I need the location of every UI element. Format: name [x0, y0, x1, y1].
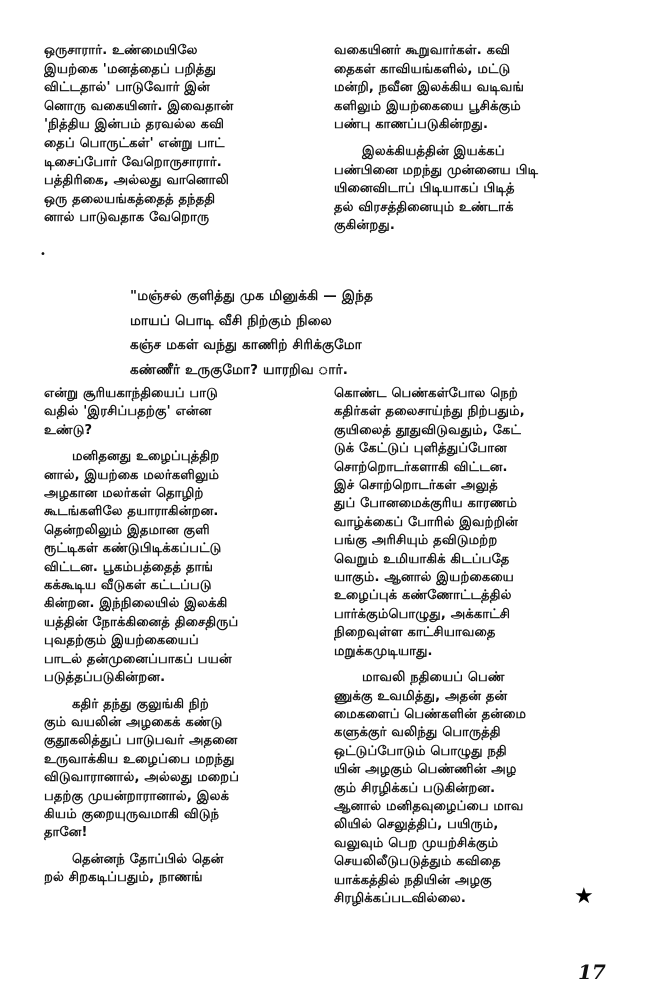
paragraph — [334, 669, 610, 908]
text-line: கக்கூடிய வீடுகள் கட்டப்படு — [44, 578, 212, 594]
text-line: யாக்கத்தில் நதியின் அழகு — [334, 872, 492, 888]
text-line: களுக்குர் வலிந்து பொருத்தி — [334, 725, 501, 741]
text-line: ணுக்கு உவமித்து, அதன் தன் — [334, 688, 508, 704]
text-line: பண்பினை மறந்து முன்னைய பிடி — [334, 162, 539, 178]
text-line: பதற்கு முயன்றாரானால், இலக் — [44, 788, 230, 804]
text-line: னொரு வகையினர். இவைதான் — [44, 98, 234, 114]
text-line: தல் விரசத்தினையும் உண்டாக் — [334, 199, 514, 215]
text-line: கூடங்களிலே தயாராகின்றன. — [44, 504, 219, 520]
paragraph — [44, 851, 312, 888]
text-line: டுக் கேட்டுப் புளித்துப்போன — [334, 441, 507, 457]
text-line: புவதற்கும் இயற்கையைப் — [44, 633, 199, 649]
text-line: செயலிலீடுபடுத்தும் கவிதை — [334, 854, 501, 870]
paragraph — [334, 42, 610, 135]
text-line: உருவாக்கிய உழைப்பை மறந்து — [44, 751, 235, 767]
text-line: தென்னந் தோப்பில் தென் — [72, 851, 224, 867]
text-line: விட்டதால்' பாடுவோர் இன் — [44, 80, 210, 96]
text-line: உழைப்புக் கண்ணோட்டத்தில் — [334, 588, 512, 604]
text-line: இலக்கியத்தின் இயக்கப் — [362, 143, 505, 159]
print-mark: • — [40, 249, 46, 260]
text-line: ரூட்டிகள் கண்டுபிடிக்கப்பட்டு — [44, 541, 222, 557]
text-line: குகின்றது. — [334, 218, 395, 234]
bottom-left-column — [44, 385, 312, 896]
text-line: ஆனால் மனிதவுழைப்பை மாவ — [334, 798, 524, 814]
text-line: மைகளைப் பெண்களின் தன்மை — [334, 706, 527, 722]
text-line: பங்கு அரிசியும் தவிடுமற்ற — [334, 533, 498, 549]
text-line: பண்பு காணப்படுகின்றது. — [334, 117, 489, 133]
end-star-icon: ★ — [574, 884, 594, 909]
text-line: இயற்கை 'மனத்தைப் பறித்து — [44, 61, 217, 77]
text-line: பார்க்கும்பொழுது, அக்காட்சி — [334, 606, 511, 622]
text-line: யின் அழகும் பெண்ணின் அழ — [334, 762, 517, 778]
text-line: வதில் 'இரசிப்பதற்கு' என்ன — [44, 404, 212, 420]
poem-line: கஞ்ச மகள் வந்து காணிற் சிரிக்குமோ — [130, 337, 362, 353]
text-line: வகையினர் கூறுவார்கள். கவி — [334, 43, 511, 58]
text-line: படுத்தப்படுகின்றன. — [44, 670, 166, 686]
text-line: னால், இயற்கை மலர்களிலும் — [44, 467, 220, 483]
page-number: 17 — [578, 960, 606, 984]
text-line: வலுவும் பெற முயற்சிக்கும் — [334, 835, 499, 851]
text-line: யத்தின் நோக்கினைத் திசைதிருப் — [44, 614, 239, 630]
paragraph — [44, 696, 312, 843]
top-right-column — [334, 42, 610, 244]
paragraph — [334, 143, 610, 236]
text-line: துப் போனமைக்குரிய காரணம் — [334, 496, 518, 512]
text-line: மன்றி, நவீன இலக்கிய வடிவங் — [334, 80, 525, 96]
text-line: மாவலி நதியைப் பெண் — [362, 670, 505, 686]
text-line: லியில் செலுத்திப், பயிரும், — [334, 817, 499, 833]
text-line: 'நித்திய இன்பம் தரவல்ல கவி — [44, 117, 225, 133]
text-line: றல் சிறகடிப்பதும், நாணங் — [44, 870, 203, 886]
text-line: வெறும் உமியாகிக் கிடப்பதே — [334, 551, 510, 567]
text-line: பத்திரிகை, அல்லது வானொலி — [44, 173, 230, 189]
paragraph — [44, 42, 312, 228]
text-line: யினைவிடாப் பிடியாகப் பிடித் — [334, 181, 515, 197]
bottom-right-column — [334, 385, 610, 916]
top-left-column — [44, 42, 312, 236]
text-line: டிசைப்போர் வேறொருசாரார். — [44, 154, 222, 170]
text-line: உண்டு? — [44, 422, 93, 438]
text-line: விட்டன. பூகம்பத்தைத் தாங் — [44, 559, 214, 575]
text-line: மனிதனது உழைப்புத்திற — [72, 449, 220, 465]
paragraph — [44, 385, 312, 440]
text-line: கும் சிரழிக்கப் படுகின்றன. — [334, 780, 496, 796]
text-line: கும் வயலின் அழகைக் கண்டு — [44, 714, 223, 730]
text-line: தைகள் காவியங்களில், மட்டு — [334, 61, 511, 77]
poem-quote — [130, 284, 550, 382]
text-line: தென்றலிலும் இதமான குளி — [44, 522, 210, 538]
text-line: மறுக்கமுடியாது. — [334, 643, 433, 659]
text-line: னால் பாடுவதாக வேறொரு — [44, 210, 210, 226]
text-line: வாழ்க்கைப் போரில் இவற்றின் — [334, 514, 518, 530]
text-line: சொற்றொடர்களாகி விட்டன. — [334, 459, 508, 475]
text-line: கதிர்கள் தலைசாய்ந்து நிற்பதும், — [334, 404, 525, 420]
text-line: நிறைவுள்ள காட்சியாவதை — [334, 625, 496, 641]
text-line: விடுவாரானால், அல்லது மறைப் — [44, 770, 240, 786]
text-line: கதிர் தந்து குலுங்கி நிற் — [72, 696, 209, 712]
text-line: என்று சூரியகாந்தியைப் பாடு — [44, 386, 218, 401]
text-line: பாடல் தன்முனைப்பாகப் பயன் — [44, 651, 232, 667]
text-line: கொண்ட பெண்கள்போல நெற் — [334, 386, 518, 401]
text-line: யாகும். ஆனால் இயற்கையை — [334, 570, 515, 586]
text-line: தானே! — [44, 825, 88, 841]
text-line: தைப் பொருட்கள்' என்று பாட் — [44, 135, 225, 151]
poem-line: கண்ணீர் உருகுமோ? யாரறிவ ார். — [130, 361, 349, 378]
text-line: அழகான மலர்கள் தொழிற் — [44, 486, 204, 502]
paragraph — [44, 448, 312, 687]
text-line: ஒருசாரார். உண்மையிலே — [44, 43, 198, 58]
text-line: இச் சொற்றொடர்கள் அலுத் — [334, 478, 498, 494]
text-line: கின்றன. இந்நிலையில் இலக்கி — [44, 596, 228, 612]
text-line: சிரழிக்கப்படவில்லை. — [334, 890, 467, 906]
text-line: களிலும் இயற்கையை பூசிக்கும் — [334, 98, 521, 114]
poem-line: மாயப் பொடி வீசி நிற்கும் நிலை — [130, 312, 332, 329]
text-line: குயிலைத் தூதுவிடுவதும், கேட் — [334, 422, 522, 438]
text-line: ஒரு தலையங்கத்தைத் தந்ததி — [44, 191, 216, 207]
text-line: ஒட்டுப்போடும் பொழுது நதி — [334, 743, 507, 759]
text-line: கியம் குறையுருவமாகி விடுந் — [44, 806, 220, 822]
text-line: குதூகலித்துப் பாடுபவர் அதனை — [44, 733, 238, 749]
paragraph — [334, 385, 610, 661]
poem-line: "மஞ்சல் குளித்து முக மினுக்கி — இந்த — [130, 288, 374, 304]
